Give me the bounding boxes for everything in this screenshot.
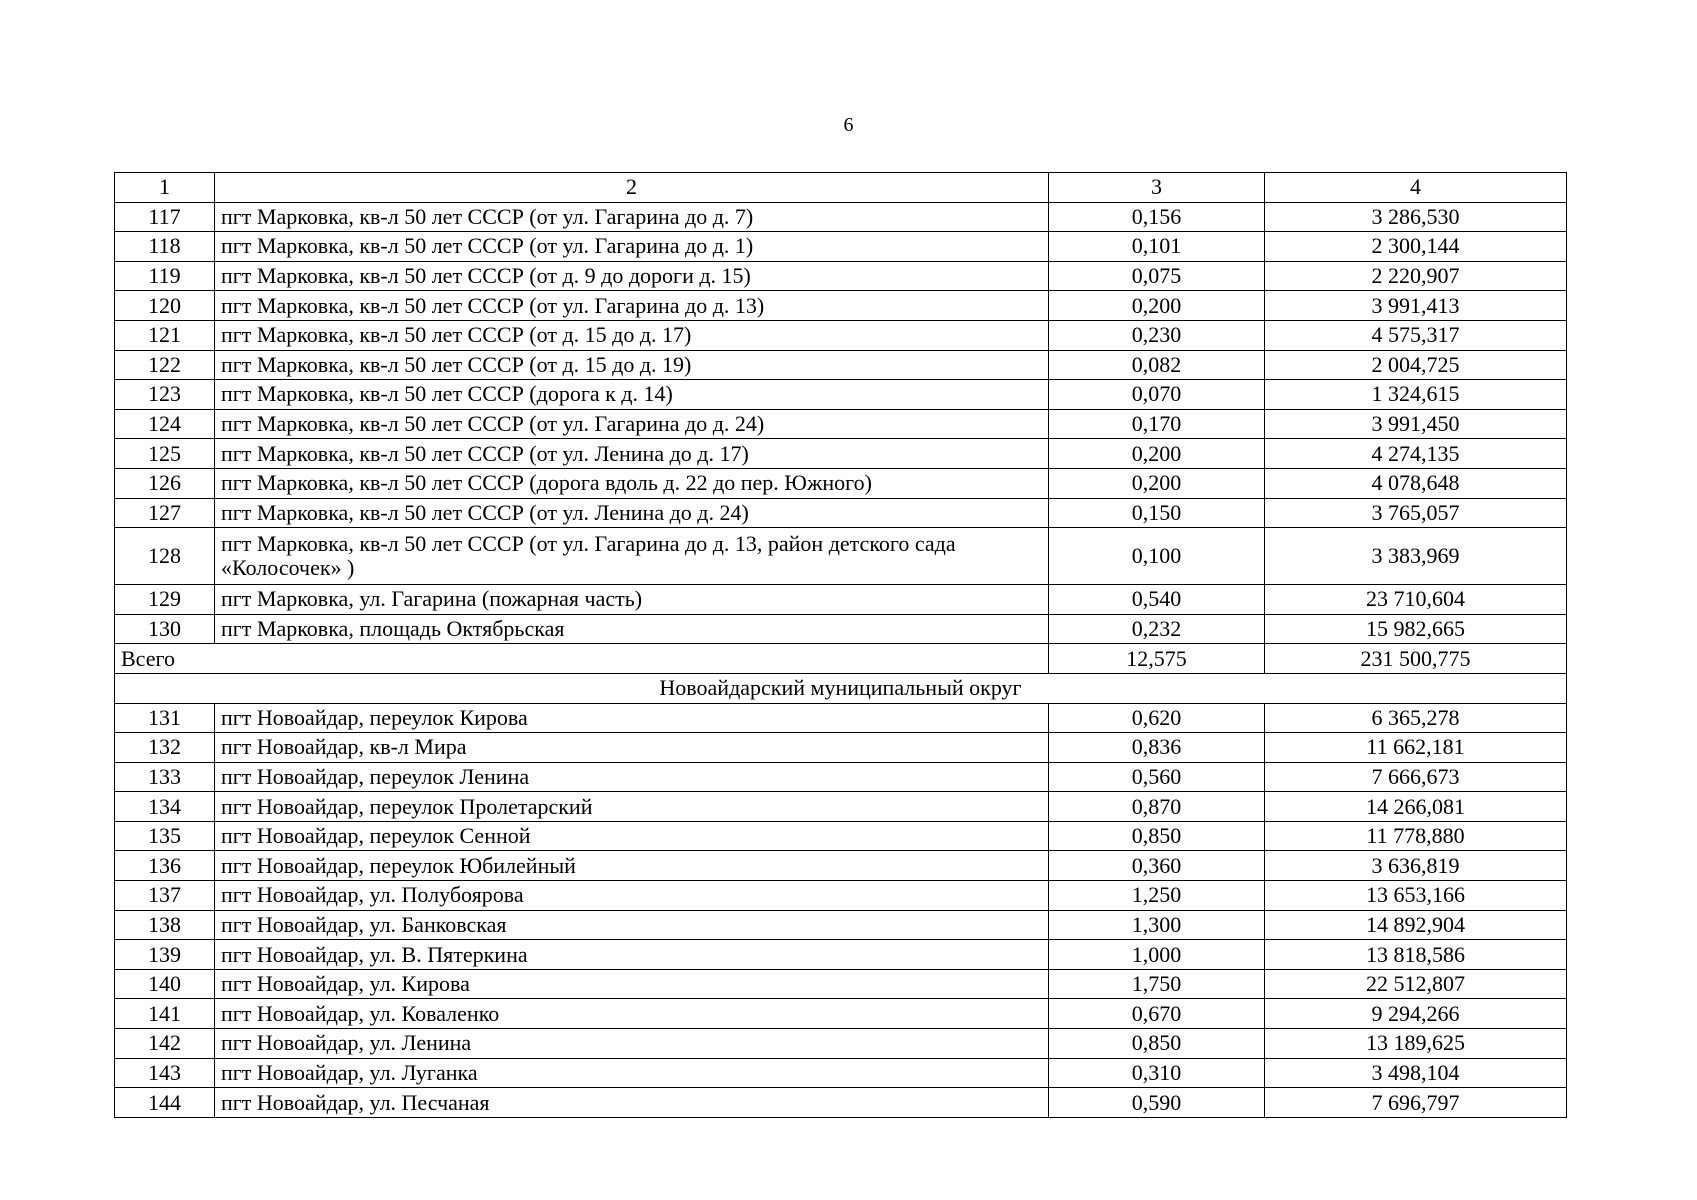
road-cost: 3 286,530 [1265, 202, 1567, 232]
road-cost: 3 383,969 [1265, 528, 1567, 585]
road-name: пгт Марковка, площадь Октябрьская [215, 614, 1049, 644]
road-length: 0,836 [1049, 733, 1265, 763]
row-number: 127 [115, 498, 215, 528]
table-row [115, 439, 1567, 469]
road-length: 1,750 [1049, 969, 1265, 999]
table-row [115, 703, 1567, 733]
table-row [115, 614, 1567, 644]
table-row [115, 409, 1567, 439]
road-name: пгт Новоайдар, переулок Сенной [215, 821, 1049, 851]
road-length: 0,100 [1049, 528, 1265, 585]
total-row [115, 644, 1567, 674]
row-number: 128 [115, 528, 215, 585]
road-cost: 6 365,278 [1265, 703, 1567, 733]
road-cost: 2 300,144 [1265, 232, 1567, 262]
road-cost: 13 818,586 [1265, 940, 1567, 970]
road-length: 0,101 [1049, 232, 1265, 262]
table-row [115, 1058, 1567, 1088]
row-number: 117 [115, 202, 215, 232]
road-name: пгт Марковка, кв-л 50 лет СССР (от ул. Гагарина до д. 1) [215, 232, 1049, 262]
row-number: 126 [115, 468, 215, 498]
road-name: пгт Новоайдар, переулок Ленина [215, 762, 1049, 792]
table-row [115, 792, 1567, 822]
road-cost: 2 004,725 [1265, 350, 1567, 380]
road-name: пгт Марковка, кв-л 50 лет СССР (от д. 9 до дороги д. 15) [215, 261, 1049, 291]
table-row [115, 468, 1567, 498]
road-cost: 11 778,880 [1265, 821, 1567, 851]
road-name: пгт Новоайдар, ул. Банковская [215, 910, 1049, 940]
table-row [115, 969, 1567, 999]
total-cost: 231 500,775 [1265, 644, 1567, 674]
road-name: пгт Марковка, кв-л 50 лет СССР (от ул. Гагарина до д. 13) [215, 291, 1049, 321]
road-length: 0,170 [1049, 409, 1265, 439]
road-length: 0,230 [1049, 320, 1265, 350]
road-length: 0,156 [1049, 202, 1265, 232]
table-row [115, 1088, 1567, 1118]
road-cost: 7 666,673 [1265, 762, 1567, 792]
table-row [115, 498, 1567, 528]
road-cost: 14 892,904 [1265, 910, 1567, 940]
row-number: 132 [115, 733, 215, 763]
row-number: 144 [115, 1088, 215, 1118]
row-number: 140 [115, 969, 215, 999]
total-length: 12,575 [1049, 644, 1265, 674]
road-length: 1,250 [1049, 881, 1265, 911]
row-number: 137 [115, 881, 215, 911]
road-name: пгт Новоайдар, переулок Пролетарский [215, 792, 1049, 822]
road-name: пгт Новоайдар, ул. Полубоярова [215, 881, 1049, 911]
road-name: пгт Марковка, кв-л 50 лет СССР (дорога вдоль д. 22 до пер. Южного) [215, 468, 1049, 498]
table-row [115, 232, 1567, 262]
table-row [115, 320, 1567, 350]
row-number: 120 [115, 291, 215, 321]
row-number: 142 [115, 1029, 215, 1059]
header-col-1: 1 [115, 173, 215, 203]
road-name: пгт Марковка, кв-л 50 лет СССР (от ул. Ленина до д. 24) [215, 498, 1049, 528]
road-cost: 2 220,907 [1265, 261, 1567, 291]
road-name: пгт Новоайдар, кв-л Мира [215, 733, 1049, 763]
table-header-row [115, 173, 1567, 203]
road-length: 0,360 [1049, 851, 1265, 881]
road-length: 0,200 [1049, 468, 1265, 498]
row-number: 138 [115, 910, 215, 940]
road-name: пгт Новоайдар, переулок Кирова [215, 703, 1049, 733]
row-number: 133 [115, 762, 215, 792]
total-label: Всего [115, 644, 1049, 674]
row-number: 125 [115, 439, 215, 469]
road-length: 0,540 [1049, 585, 1265, 615]
header-col-3: 3 [1049, 173, 1265, 203]
road-length: 0,082 [1049, 350, 1265, 380]
table-row [115, 261, 1567, 291]
table-row [115, 881, 1567, 911]
row-number: 124 [115, 409, 215, 439]
road-length: 0,850 [1049, 1029, 1265, 1059]
road-cost: 1 324,615 [1265, 380, 1567, 410]
road-cost: 3 765,057 [1265, 498, 1567, 528]
row-number: 121 [115, 320, 215, 350]
road-cost: 13 653,166 [1265, 881, 1567, 911]
table-row [115, 821, 1567, 851]
road-name: пгт Марковка, кв-л 50 лет СССР (от ул. Гагарина до д. 24) [215, 409, 1049, 439]
header-col-2: 2 [215, 173, 1049, 203]
road-cost: 4 078,648 [1265, 468, 1567, 498]
road-length: 0,620 [1049, 703, 1265, 733]
road-length: 0,560 [1049, 762, 1265, 792]
row-number: 119 [115, 261, 215, 291]
road-name: пгт Марковка, кв-л 50 лет СССР (от д. 15 до д. 17) [215, 320, 1049, 350]
table-row [115, 291, 1567, 321]
road-name: пгт Новоайдар, переулок Юбилейный [215, 851, 1049, 881]
table-row [115, 528, 1567, 585]
row-number: 123 [115, 380, 215, 410]
table-row [115, 762, 1567, 792]
row-number: 129 [115, 585, 215, 615]
road-name: пгт Марковка, кв-л 50 лет СССР (от ул. Ленина до д. 17) [215, 439, 1049, 469]
road-length: 0,200 [1049, 439, 1265, 469]
road-name: пгт Марковка, кв-л 50 лет СССР (от ул. Гагарина до д. 7) [215, 202, 1049, 232]
table-row [115, 350, 1567, 380]
road-cost: 3 991,413 [1265, 291, 1567, 321]
data-table [114, 172, 1567, 1118]
road-cost: 13 189,625 [1265, 1029, 1567, 1059]
table-row [115, 733, 1567, 763]
road-name: пгт Новоайдар, ул. Ленина [215, 1029, 1049, 1059]
row-number: 134 [115, 792, 215, 822]
road-length: 0,075 [1049, 261, 1265, 291]
road-length: 0,200 [1049, 291, 1265, 321]
road-cost: 23 710,604 [1265, 585, 1567, 615]
road-cost: 11 662,181 [1265, 733, 1567, 763]
road-length: 1,300 [1049, 910, 1265, 940]
table-row [115, 202, 1567, 232]
table-row [115, 380, 1567, 410]
road-name: пгт Новоайдар, ул. В. Пятеркина [215, 940, 1049, 970]
section-title-row [115, 673, 1567, 703]
row-number: 131 [115, 703, 215, 733]
row-number: 118 [115, 232, 215, 262]
road-length: 1,000 [1049, 940, 1265, 970]
road-cost: 3 991,450 [1265, 409, 1567, 439]
road-cost: 4 575,317 [1265, 320, 1567, 350]
table-row [115, 585, 1567, 615]
road-name: пгт Марковка, кв-л 50 лет СССР (дорога к д. 14) [215, 380, 1049, 410]
road-length: 0,870 [1049, 792, 1265, 822]
road-name: пгт Новоайдар, ул. Луганка [215, 1058, 1049, 1088]
road-name: пгт Новоайдар, ул. Песчаная [215, 1088, 1049, 1118]
road-length: 0,670 [1049, 999, 1265, 1029]
table-row [115, 851, 1567, 881]
road-name: пгт Новоайдар, ул. Коваленко [215, 999, 1049, 1029]
road-cost: 3 636,819 [1265, 851, 1567, 881]
road-name: пгт Марковка, кв-л 50 лет СССР (от д. 15 до д. 19) [215, 350, 1049, 380]
road-cost: 9 294,266 [1265, 999, 1567, 1029]
row-number: 135 [115, 821, 215, 851]
road-cost: 4 274,135 [1265, 439, 1567, 469]
row-number: 143 [115, 1058, 215, 1088]
road-length: 0,590 [1049, 1088, 1265, 1118]
road-cost: 15 982,665 [1265, 614, 1567, 644]
road-length: 0,310 [1049, 1058, 1265, 1088]
table-row [115, 1029, 1567, 1059]
road-cost: 3 498,104 [1265, 1058, 1567, 1088]
row-number: 122 [115, 350, 215, 380]
road-length: 0,150 [1049, 498, 1265, 528]
page-number: 6 [843, 114, 854, 136]
header-col-4: 4 [1265, 173, 1567, 203]
section-title: Новоайдарский муниципальный округ [115, 673, 1567, 703]
table-row [115, 910, 1567, 940]
row-number: 136 [115, 851, 215, 881]
road-length: 0,070 [1049, 380, 1265, 410]
row-number: 130 [115, 614, 215, 644]
road-name: пгт Марковка, ул. Гагарина (пожарная часть) [215, 585, 1049, 615]
road-cost: 7 696,797 [1265, 1088, 1567, 1118]
road-name: пгт Новоайдар, ул. Кирова [215, 969, 1049, 999]
table-row [115, 999, 1567, 1029]
road-length: 0,850 [1049, 821, 1265, 851]
road-name: пгт Марковка, кв-л 50 лет СССР (от ул. Гагарина до д. 13, район детского сада «Колосочек» ) [215, 528, 1049, 585]
road-cost: 22 512,807 [1265, 969, 1567, 999]
row-number: 141 [115, 999, 215, 1029]
row-number: 139 [115, 940, 215, 970]
road-cost: 14 266,081 [1265, 792, 1567, 822]
table-row [115, 940, 1567, 970]
road-length: 0,232 [1049, 614, 1265, 644]
